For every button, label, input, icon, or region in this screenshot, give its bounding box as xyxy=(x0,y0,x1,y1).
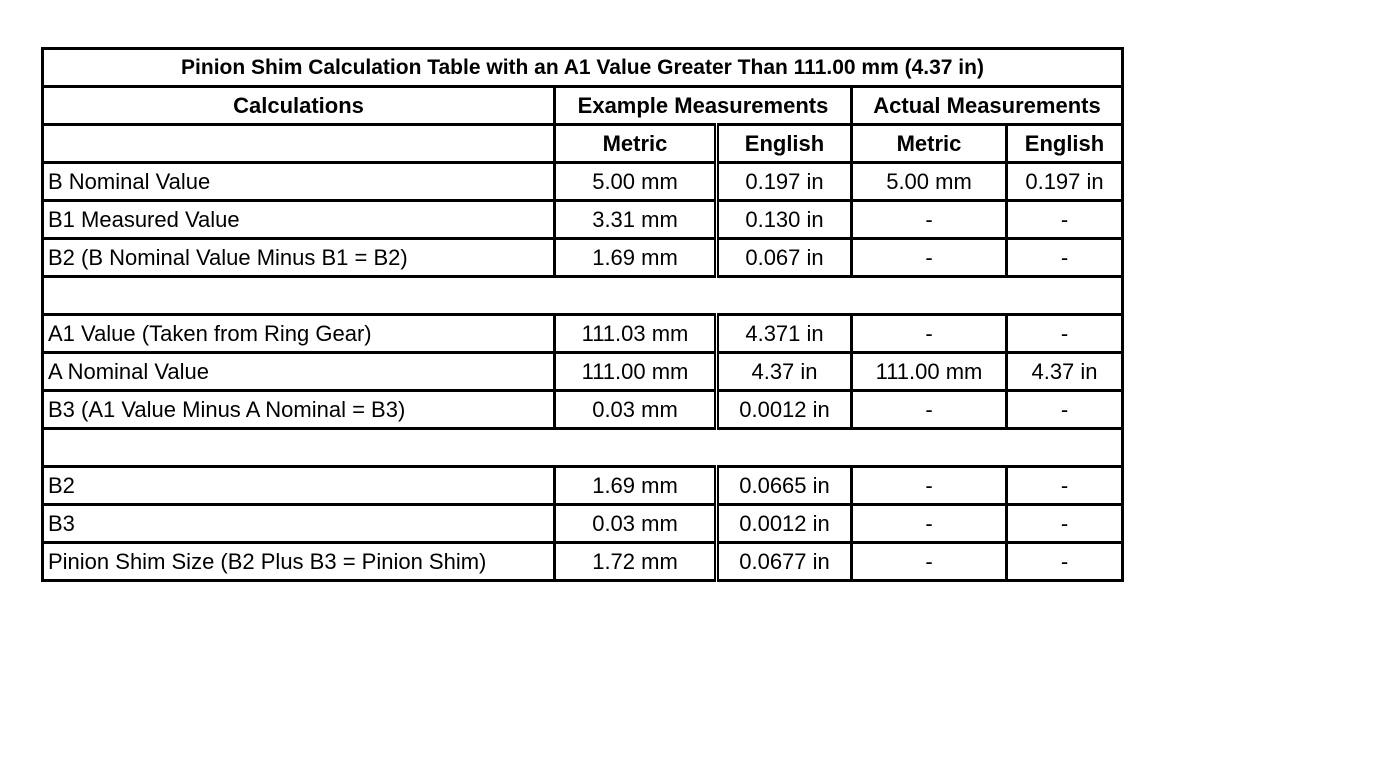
actual-metric-value: - xyxy=(852,391,1007,429)
actual-metric-value: - xyxy=(852,505,1007,543)
row-label: A1 Value (Taken from Ring Gear) xyxy=(43,315,555,353)
row-label: B3 xyxy=(43,505,555,543)
row-label: B1 Measured Value xyxy=(43,201,555,239)
example-metric-value: 0.03 mm xyxy=(555,391,717,429)
header-row xyxy=(43,87,1123,125)
example-english-value: 0.0012 in xyxy=(717,391,852,429)
example-english-value: 0.197 in xyxy=(717,163,852,201)
actual-metric-value: - xyxy=(852,467,1007,505)
actual-english-value: 0.197 in xyxy=(1007,163,1123,201)
actual-metric-value: - xyxy=(852,239,1007,277)
actual-metric-value: 111.00 mm xyxy=(852,353,1007,391)
row-label: A Nominal Value xyxy=(43,353,555,391)
table-row xyxy=(43,543,1123,581)
actual-metric-value: - xyxy=(852,543,1007,581)
table-row xyxy=(43,353,1123,391)
table-row xyxy=(43,163,1123,201)
row-label: B2 (B Nominal Value Minus B1 = B2) xyxy=(43,239,555,277)
actual-metric-value: - xyxy=(852,315,1007,353)
example-measurements-header: Example Measurements xyxy=(555,87,852,125)
calculations-header: Calculations xyxy=(43,87,555,125)
pinion-shim-table xyxy=(41,47,1124,582)
example-english-value: 0.0665 in xyxy=(717,467,852,505)
table-title: Pinion Shim Calculation Table with an A1 Value Greater Than 111.00 mm (4.37 in) xyxy=(43,49,1123,87)
example-english-header: English xyxy=(717,125,852,163)
spacer-cell xyxy=(43,277,1123,315)
units-blank-cell xyxy=(43,125,555,163)
actual-english-header: English xyxy=(1007,125,1123,163)
row-label: Pinion Shim Size (B2 Plus B3 = Pinion Shim) xyxy=(43,543,555,581)
table-row xyxy=(43,201,1123,239)
actual-metric-value: 5.00 mm xyxy=(852,163,1007,201)
actual-metric-value: - xyxy=(852,201,1007,239)
table-row xyxy=(43,467,1123,505)
table-row xyxy=(43,315,1123,353)
spacer-cell xyxy=(43,429,1123,467)
actual-measurements-header: Actual Measurements xyxy=(852,87,1123,125)
example-metric-value: 1.69 mm xyxy=(555,239,717,277)
title-row xyxy=(43,49,1123,87)
row-label: B2 xyxy=(43,467,555,505)
example-metric-header: Metric xyxy=(555,125,717,163)
example-english-value: 0.067 in xyxy=(717,239,852,277)
actual-english-value: - xyxy=(1007,505,1123,543)
example-metric-value: 3.31 mm xyxy=(555,201,717,239)
actual-english-value: - xyxy=(1007,467,1123,505)
example-english-value: 0.130 in xyxy=(717,201,852,239)
example-metric-value: 1.69 mm xyxy=(555,467,717,505)
actual-english-value: 4.37 in xyxy=(1007,353,1123,391)
row-label: B Nominal Value xyxy=(43,163,555,201)
example-english-value: 4.371 in xyxy=(717,315,852,353)
table-row xyxy=(43,505,1123,543)
spacer-row xyxy=(43,277,1123,315)
example-metric-value: 5.00 mm xyxy=(555,163,717,201)
example-english-value: 0.0677 in xyxy=(717,543,852,581)
example-metric-value: 111.03 mm xyxy=(555,315,717,353)
table-row xyxy=(43,239,1123,277)
row-label: B3 (A1 Value Minus A Nominal = B3) xyxy=(43,391,555,429)
actual-english-value: - xyxy=(1007,239,1123,277)
actual-english-value: - xyxy=(1007,201,1123,239)
example-english-value: 4.37 in xyxy=(717,353,852,391)
example-metric-value: 111.00 mm xyxy=(555,353,717,391)
actual-english-value: - xyxy=(1007,391,1123,429)
spacer-row xyxy=(43,429,1123,467)
units-row xyxy=(43,125,1123,163)
actual-english-value: - xyxy=(1007,543,1123,581)
actual-english-value: - xyxy=(1007,315,1123,353)
table-row xyxy=(43,391,1123,429)
actual-metric-header: Metric xyxy=(852,125,1007,163)
example-metric-value: 1.72 mm xyxy=(555,543,717,581)
example-english-value: 0.0012 in xyxy=(717,505,852,543)
example-metric-value: 0.03 mm xyxy=(555,505,717,543)
